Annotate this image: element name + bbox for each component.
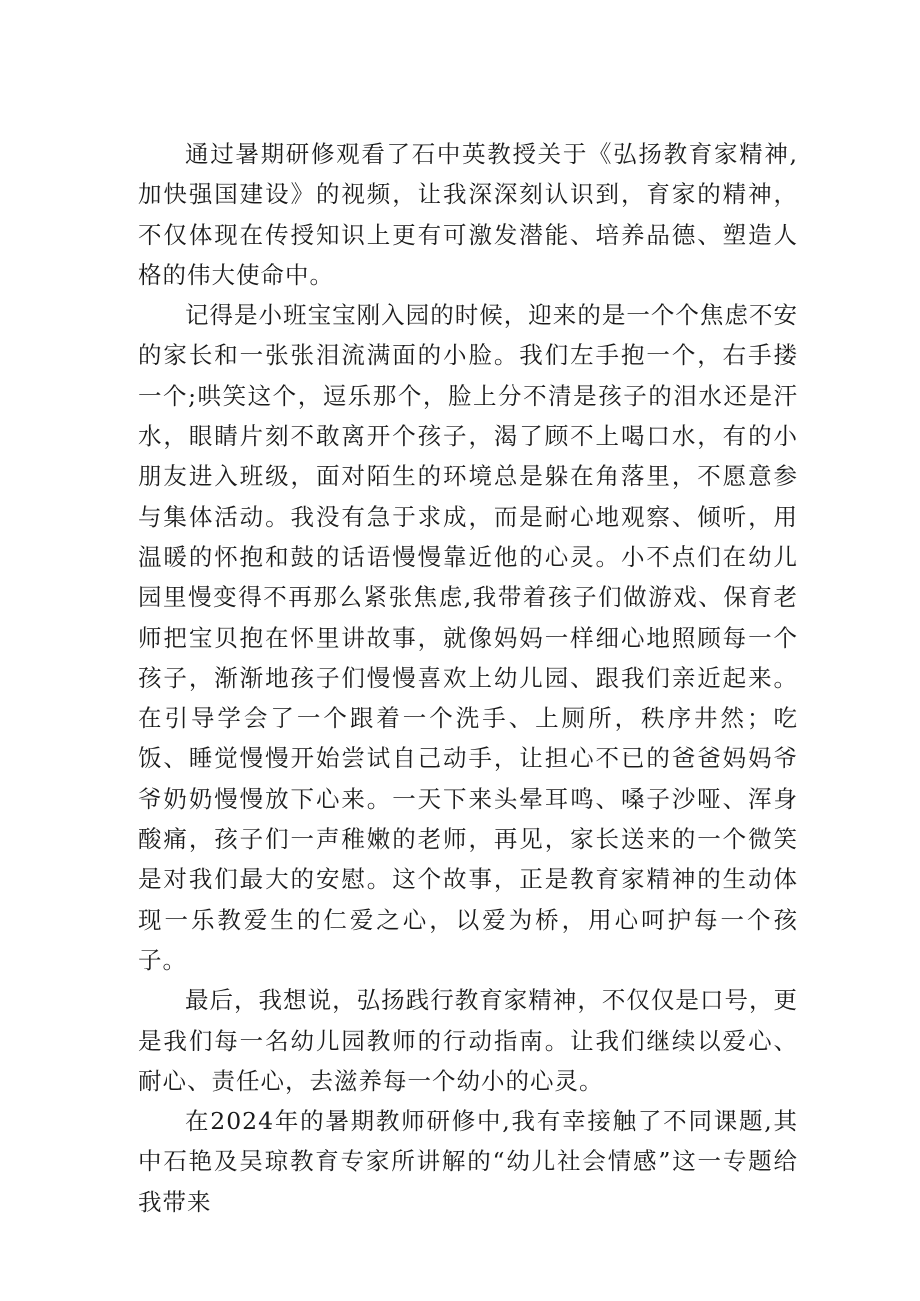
paragraph-conclusion: 最后，我想说，弘扬践行教育家精神，不仅仅是口号，更是我们每一名幼儿园教师的行动指南。让我们继续以爱心、耐心、责任心，去滋养每一个幼小的心灵。 xyxy=(138,986,798,1095)
paragraph-2024-training: 在2024年的暑期教师研修中,我有幸接触了不同课题,其中石艳及吴琼教育专家所讲解的“幼儿社会情感”这一专题给我带来 xyxy=(138,1107,798,1216)
paragraph-story: 记得是小班宝宝刚入园的时候，迎来的是一个个焦虑不安的家长和一张张泪流满面的小脸。我们左手抱一个，右手搂一个;哄笑这个，逗乐那个，脸上分不清是孩子的泪水还是汗水，眼睛片刻不敢离开个孩子，渴了顾不上喝口水，有的小朋友进入班级，面对陌生的环境总是躲在角落里，不愿意参与集体活动。我没有急于求成，而是耐心地观察、倾听，用温暖的怀抱和鼓的话语慢慢靠近他的心灵。小不点们在幼儿园里慢变得不再那么紧张焦虑,我带着孩子们做游戏、保育老师把宝贝抱在怀里讲故事，就像妈妈一样细心地照顾每一个孩子，渐渐地孩子们慢慢喜欢上幼儿园、跟我们亲近起来。在引导学会了一个跟着一个洗手、上厕所，秩序井然；吃饭、睡觉慢慢开始尝试自己动手，让担心不已的爸爸妈妈爷爷奶奶慢慢放下心来。一天下来头晕耳鸣、嗓子沙哑、浑身酸痛，孩子们一声稚嫩的老师，再见，家长送来的一个微笑是对我们最大的安慰。这个故事，正是教育家精神的生动体现一乐教爱生的仁爱之心，以爱为桥，用心呵护每一个孩子。 xyxy=(138,301,798,974)
paragraph-intro: 通过暑期研修观看了石中英教授关于《弘扬教育家精神,加快强国建设》的视频，让我深深刻认识到，育家的精神，不仅体现在传授知识上更有可激发潜能、培养品德、塑造人格的伟大使命中。 xyxy=(138,140,798,289)
document-page xyxy=(138,134,798,1222)
